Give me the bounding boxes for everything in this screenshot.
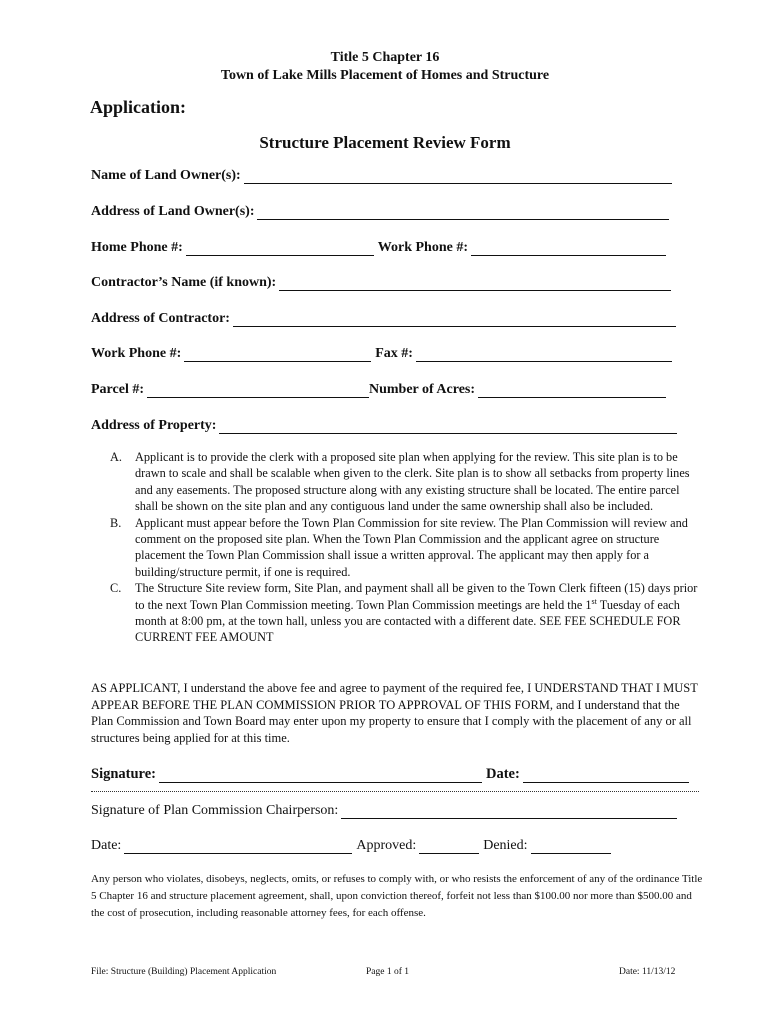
- signature-line[interactable]: [159, 768, 482, 783]
- list-text-part: The Structure Site review form, Site Plan, and payment shall all be given to the Town Clerk fifteen (15) days prior to the next Town Plan Commission meeting. Town Plan Commission meetings are held the 1: [135, 581, 698, 612]
- contractor-name-label: Contractor’s Name (if known):: [91, 275, 277, 290]
- approved-line[interactable]: [419, 839, 479, 854]
- signature-date-line[interactable]: [523, 768, 689, 783]
- home-phone-line[interactable]: [186, 241, 374, 256]
- applicant-statement: AS APPLICANT, I understand the above fee and agree to payment of the required fee, I UNDERSTAND THAT I MUST APPEAR BEFORE THE PLAN COMMISSION PRIOR TO APPROVAL OF THIS FORM, and I understand that the Plan Commission and Town Board may enter upon my property to ensure that I comply with the placement of any or all structures being applied for at this time.: [91, 681, 698, 745]
- instructions-list: [110, 449, 704, 646]
- signature-row: [91, 763, 693, 783]
- list-text: [135, 580, 704, 646]
- header-title-line2: Town of Lake Mills Placement of Homes and Structure: [220, 68, 550, 83]
- parcel-line[interactable]: [147, 383, 369, 398]
- property-address-row: [91, 414, 681, 434]
- list-letter: B.: [110, 515, 122, 530]
- footer-file: File: Structure (Building) Placement Application: [91, 967, 277, 977]
- property-address-line[interactable]: [219, 419, 677, 434]
- contractor-name-line[interactable]: [279, 276, 671, 291]
- phone-row: [91, 236, 670, 256]
- list-item: [110, 449, 704, 515]
- denied-line[interactable]: [531, 839, 611, 854]
- work-phone-fax-row: [91, 342, 676, 362]
- list-text-part: Tuesday of each month at 8:00 pm, at the town hall, unless you are contacted with a different date. SEE FEE SCHEDULE FOR CURRENT FEE AMOUNT: [135, 597, 681, 645]
- contractor-name-row: [91, 271, 675, 291]
- contractor-work-phone-line[interactable]: [184, 347, 371, 362]
- acres-label: Number of Acres:: [369, 382, 476, 397]
- contractor-work-phone-label: Work Phone #:: [91, 346, 182, 361]
- commission-decision-row: [91, 834, 615, 854]
- contractor-address-line[interactable]: [233, 312, 676, 327]
- ordinal-suffix: st: [591, 596, 597, 606]
- signature-label: Signature:: [91, 766, 156, 782]
- footer-date: Date: 11/13/12: [619, 967, 676, 977]
- application-heading: Application:: [90, 97, 187, 117]
- work-phone-label: Work Phone #:: [377, 240, 468, 255]
- work-phone-line[interactable]: [471, 241, 666, 256]
- list-item: [110, 580, 704, 646]
- commission-date-label: Date:: [91, 838, 122, 853]
- land-owner-address-row: [91, 200, 673, 220]
- list-text: Applicant is to provide the clerk with a proposed site plan when applying for the review. This site plan is to be drawn to scale and shall be scalable when given to the clerk. Site plan is to show all setbacks from property lines and any easements. The proposed structure along with any existing structure shall be located. The entire parcel shall be shown on the site plan and any contiguous land under the same ownership shall also be included.: [135, 450, 690, 514]
- approved-label: Approved:: [356, 838, 417, 853]
- form-title: Structure Placement Review Form: [259, 133, 511, 152]
- parcel-label: Parcel #:: [91, 382, 144, 397]
- land-owner-name-row: [91, 164, 676, 184]
- land-owner-address-label: Address of Land Owner(s):: [91, 204, 255, 219]
- chairperson-line[interactable]: [341, 804, 677, 819]
- fax-line[interactable]: [416, 347, 672, 362]
- fax-label: Fax #:: [375, 346, 413, 361]
- commission-date-line[interactable]: [124, 839, 352, 854]
- header-title-line1: Title 5 Chapter 16: [330, 50, 440, 65]
- penalty-disclaimer: Any person who violates, disobeys, neglects, omits, or refuses to comply with, or who resists the enforcement of any of the ordinance Title 5 Chapter 16 and structure placement agreement, shall, upon conviction thereof, forfeit not less than $100.00 nor more than $500.00 and the cost of prosecution, including reasonable attorney fees, for each offense.: [91, 873, 703, 919]
- list-letter: A.: [110, 450, 122, 464]
- list-letter: C.: [110, 581, 122, 596]
- parcel-acres-row: [91, 378, 670, 398]
- dotted-separator: [91, 791, 699, 792]
- list-item: [110, 515, 704, 581]
- land-owner-name-label: Name of Land Owner(s):: [91, 168, 241, 183]
- chairperson-row: [91, 799, 681, 819]
- property-address-label: Address of Property:: [91, 418, 217, 433]
- contractor-address-label: Address of Contractor:: [91, 311, 230, 326]
- denied-label: Denied:: [483, 838, 528, 853]
- signature-date-label: Date:: [486, 766, 520, 782]
- home-phone-label: Home Phone #:: [91, 240, 183, 255]
- land-owner-name-line[interactable]: [244, 169, 672, 184]
- contractor-address-row: [91, 307, 680, 327]
- acres-line[interactable]: [478, 383, 666, 398]
- land-owner-address-line[interactable]: [257, 205, 669, 220]
- chairperson-label: Signature of Plan Commission Chairperson:: [91, 803, 339, 818]
- footer-page: Page 1 of 1: [366, 967, 410, 977]
- list-text: Applicant must appear before the Town Plan Commission for site review. The Plan Commission will review and comment on the proposed site plan. When the Town Plan Commission and the applicant agree on structure placement the Town Plan Commission shall issue a written approval. The applicant may then apply for a building/structure permit, if one is required.: [135, 515, 688, 579]
